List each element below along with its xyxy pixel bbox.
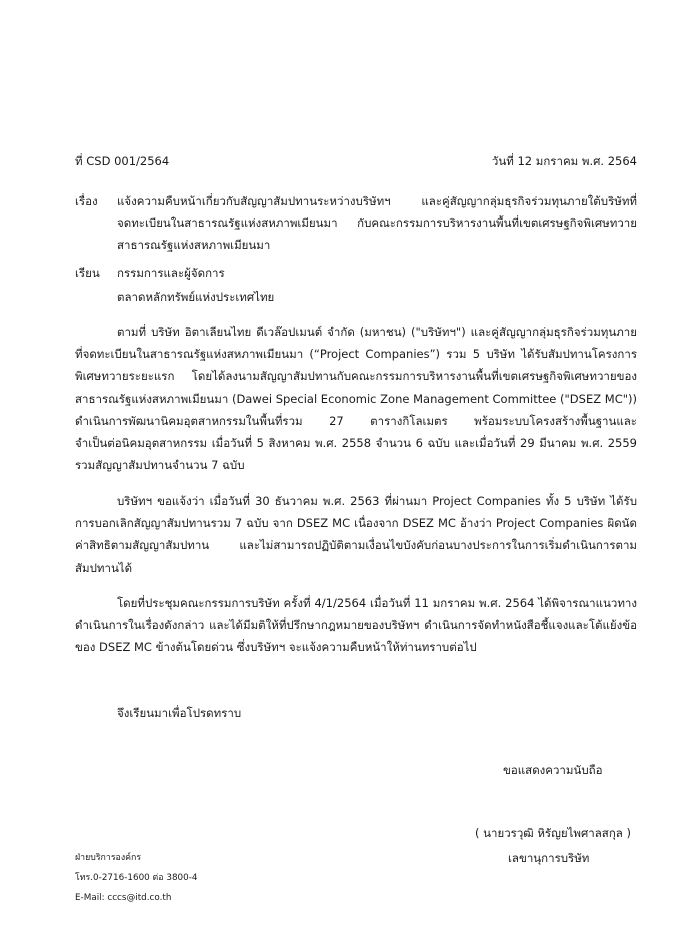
paragraph-line: ดำเนินการพัฒนานิคมอุตสาหกรรมในพื้นที่รวม 27 ตารางกิโลเมตร พร้อมระบบโครงสร้างพื้นฐานและ xyxy=(75,413,637,428)
paragraph-line: ค่าสิทธิตามสัญญาสัมปทาน และไม่สามารถปฏิบัติตามเงื่อนไขบังคับก่อนบางประการในการเริ่มดำเนินการตาม xyxy=(75,538,637,553)
paragraph-3 xyxy=(75,592,637,659)
footer-department: ฝ่ายบริการองค์กร xyxy=(75,853,142,863)
paragraph-line: ดำเนินการในเรื่องดังกล่าว และได้มีมติให้ที่ปรึกษากฎหมายของบริษัทฯ ดำเนินการจัดทำหนังสือชี้แจงและโต้แย้งข้อ xyxy=(75,618,637,633)
paragraph-line: รวมสัญญาสัมปทานจำนวน 7 ฉบับ xyxy=(75,458,245,473)
paragraph-line: ที่จดทะเบียนในสาธารณรัฐแห่งสหภาพเมียนมา (“Project Companies”) รวม 5 บริษัท ได้รับสัมปทานโครงการ xyxy=(75,347,637,362)
subject-line: สาธารณรัฐแห่งสหภาพเมียนมา xyxy=(117,238,271,253)
paragraph-line: สัมปทานได้ xyxy=(75,560,133,575)
recipient-line: กรรมการและผู้จัดการ xyxy=(117,266,225,280)
paragraph-line: การบอกเลิกสัญญาสัมปทานรวม 7 ฉบับ จาก DSEZ MC เนื่องจาก DSEZ MC อ้างว่า Project Companies ผิดนัด xyxy=(75,516,637,531)
recipient-label: เรียน xyxy=(75,266,100,280)
closing-regards: ขอแสดงความนับถือ xyxy=(503,763,603,777)
document-number: ที่ CSD 001/2564 xyxy=(75,154,170,168)
signatory-name: ( นายวรวุฒิ หิรัญยไพศาลสกุล ) xyxy=(475,826,631,840)
paragraph-line: ตามที่ บริษัท อิตาเลียนไทย ดีเวล๊อปเมนต์ จำกัด (มหาชน) ("บริษัทฯ") และคู่สัญญากลุ่มธุรกิจร่วมทุนภาย xyxy=(117,325,637,339)
document-date: วันที่ 12 มกราคม พ.ศ. 2564 xyxy=(491,154,637,168)
paragraph-line: บริษัทฯ ขอแจ้งว่า เมื่อวันที่ 30 ธันวาคม พ.ศ. 2563 ที่ผ่านมา Project Companies ทั้ง 5 บริษัท ได้รับ xyxy=(117,494,637,508)
subject-line: แจ้งความคืบหน้าเกี่ยวกับสัญญาสัมปทานระหว่างบริษัทฯ และคู่สัญญากลุ่มธุรกิจร่วมทุนภายใต้บริษัทที่ xyxy=(117,194,637,208)
paragraph-line: สาธารณรัฐแห่งสหภาพเมียนมา (Dawei Special Economic Zone Management Committee ("DSEZ MC")) xyxy=(75,391,637,406)
subject-text xyxy=(117,190,637,257)
footer-email: E-Mail: cccs@itd.co.th xyxy=(75,893,172,903)
footer-phone: โทร.0-2716-1600 ต่อ 3800-4 xyxy=(75,873,198,883)
subject-label: เรื่อง xyxy=(75,194,98,208)
paragraph-2 xyxy=(75,490,637,579)
paragraph-line: พิเศษทวายระยะแรก โดยได้ลงนามสัญญาสัมปทานกับคณะกรรมการบริหารงานพื้นที่เขตเศรษฐกิจพิเศษทวายของ xyxy=(75,369,637,384)
paragraph-line: จำเป็นต่อนิคมอุตสาหกรรม เมื่อวันที่ 5 สิงหาคม พ.ศ. 2558 จำนวน 6 ฉบับ และเมื่อวันที่ 29 มีนาคม พ.ศ. 2559 xyxy=(75,435,637,450)
closing-line: จึงเรียนมาเพื่อโปรดทราบ xyxy=(117,706,242,720)
subject-line: จดทะเบียนในสาธารณรัฐแห่งสหภาพเมียนมา กับคณะกรรมการบริหารงานพื้นที่เขตเศรษฐกิจพิเศษทวาย xyxy=(117,216,637,231)
recipient-line: ตลาดหลักทรัพย์แห่งประเทศไทย xyxy=(117,290,275,304)
paragraph-line: โดยที่ประชุมคณะกรรมการบริษัท ครั้งที่ 4/1/2564 เมื่อวันที่ 11 มกราคม พ.ศ. 2564 ได้พิจารณาแนวทาง xyxy=(117,596,637,610)
signatory-title: เลขานุการบริษัท xyxy=(508,851,590,865)
paragraph-1 xyxy=(75,321,637,476)
paragraph-line: ของ DSEZ MC ข้างต้นโดยด่วน ซึ่งบริษัทฯ จะแจ้งความคืบหน้าให้ท่านทราบต่อไป xyxy=(75,640,477,655)
